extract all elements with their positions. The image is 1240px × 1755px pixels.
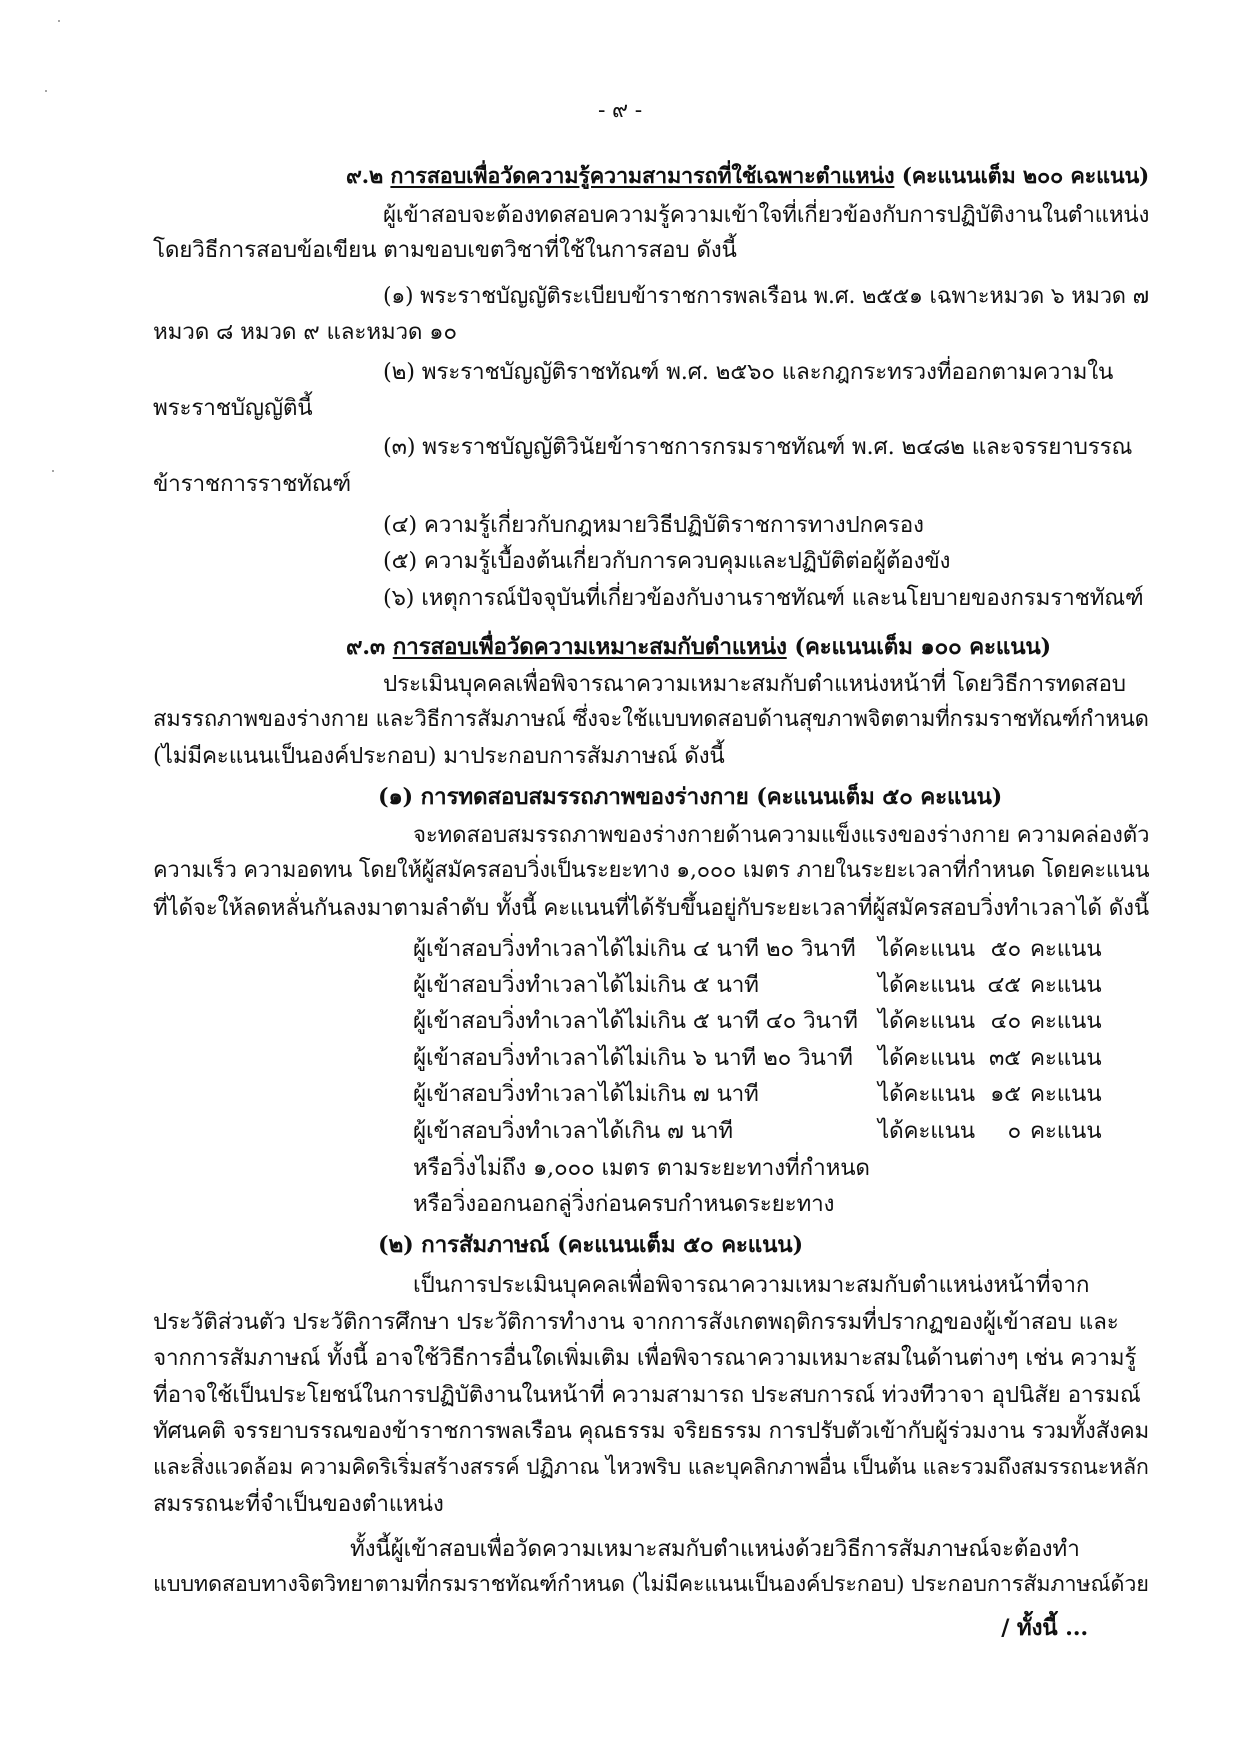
list-item-continuation: หมวด ๘ หมวด ๙ และหมวด ๑๐ <box>153 319 457 345</box>
continuation-marker: / ทั้งนี้ ... <box>1001 1615 1088 1641</box>
score-unit: คะแนน <box>1030 1118 1102 1144</box>
list-item: (๕) ความรู้เบื้องต้นเกี่ยวกับการควบคุมและปฏิบัติต่อผู้ต้องขัง <box>383 548 951 574</box>
paragraph-line: โดยวิธีการสอบข้อเขียน ตามขอบเขตวิชาที่ใช้ในการสอบ ดังนี้ <box>153 237 737 263</box>
physical-test-heading: (๑) การทดสอบสมรรถภาพของร่างกาย (คะแนนเต็ม ๕๐ คะแนน) <box>378 784 1003 810</box>
section-9-3-heading <box>346 632 1051 662</box>
paragraph-line: ทัศนคติ จรรยาบรรณของข้าราชการพลเรือน คุณธรรม จริยธรรม การปรับตัวเข้ากับผู้ร่วมงาน รวมทั้งสังคม <box>153 1418 1150 1444</box>
score-points: ๔๐ <box>990 1008 1021 1034</box>
score-unit: คะแนน <box>1030 1081 1102 1107</box>
paragraph-line: ความเร็ว ความอดทน โดยให้ผู้สมัครสอบวิ่งเป็นระยะทาง ๑,๐๐๐ เมตร ภายในระยะเวลาที่กำหนด โดยคะแนน <box>153 858 1150 883</box>
score-unit: คะแนน <box>1030 1008 1102 1034</box>
paragraph-line: จากการสัมภาษณ์ ทั้งนี้ อาจใช้วิธีการอื่นใดเพิ่มเติม เพื่อพิจารณาความเหมาะสมในด้านต่างๆ เช่น ความรู้ <box>153 1345 1137 1371</box>
list-item: (๖) เหตุการณ์ปัจจุบันที่เกี่ยวข้องกับงานราชทัณฑ์ และนโยบายของกรมราชทัณฑ์ <box>383 585 1144 611</box>
score-condition: ผู้เข้าสอบวิ่งทำเวลาได้ไม่เกิน ๖ นาที ๒๐ วินาที <box>413 1045 853 1071</box>
score-condition: ผู้เข้าสอบวิ่งทำเวลาได้ไม่เกิน ๗ นาที <box>413 1081 759 1107</box>
section-score: (คะแนนเต็ม ๒๐๐ คะแนน) <box>894 164 1150 189</box>
section-title: การสอบเพื่อวัดความรู้ความสามารถที่ใช้เฉพาะตำแหน่ง <box>390 164 895 189</box>
paragraph-line: แบบทดสอบทางจิตวิทยาตามที่กรมราชทัณฑ์กำหนด (ไม่มีคะแนนเป็นองค์ประกอบ) ประกอบการสัมภาษณ์ด้วย <box>153 1572 1149 1597</box>
score-unit: คะแนน <box>1030 972 1102 998</box>
score-label: ได้คะแนน <box>878 936 975 962</box>
list-item-continuation: พระราชบัญญัตินี้ <box>153 395 313 421</box>
scan-speck <box>52 470 54 472</box>
paragraph-line: จะทดสอบสมรรถภาพของร่างกายด้านความแข็งแรงของร่างกาย ความคล่องตัว <box>413 822 1150 848</box>
page-number: - ๙ - <box>598 98 642 123</box>
score-unit: คะแนน <box>1030 1045 1102 1071</box>
score-unit: คะแนน <box>1030 936 1102 962</box>
list-item: (๓) พระราชบัญญัติวินัยข้าราชการกรมราชทัณฑ์ พ.ศ. ๒๔๘๒ และจรรยาบรรณ <box>383 434 1133 460</box>
section-score: (คะแนนเต็ม ๑๐๐ คะแนน) <box>786 634 1052 660</box>
list-item: (๔) ความรู้เกี่ยวกับกฎหมายวิธีปฏิบัติราชการทางปกครอง <box>383 512 924 538</box>
scan-speck <box>45 90 47 92</box>
paragraph-line: และสิ่งแวดล้อม ความคิดริเริ่มสร้างสรรค์ ปฏิภาณ ไหวพริบ และบุคลิกภาพอื่น เป็นต้น และรวมถึงสมรรถนะหลัก <box>153 1455 1149 1480</box>
paragraph-line: ที่ได้จะให้ลดหลั่นกันลงมาตามลำดับ ทั้งนี้ คะแนนที่ได้รับขึ้นอยู่กับระยะเวลาที่ผู้สมัครสอบวิ่งทำเวลาได้ ดังนี้ <box>153 895 1149 921</box>
score-label: ได้คะแนน <box>878 1008 975 1034</box>
score-points: ๓๕ <box>988 1045 1021 1071</box>
score-label: ได้คะแนน <box>878 972 975 998</box>
paragraph-line: เป็นการประเมินบุคคลเพื่อพิจารณาความเหมาะสมกับตำแหน่งหน้าที่จาก <box>413 1272 1090 1298</box>
score-points: ๕๐ <box>990 936 1021 962</box>
paragraph-line: ประวัติส่วนตัว ประวัติการศึกษา ประวัติการทำงาน จากการสังเกตพฤติกรรมที่ปรากฏของผู้เข้าสอบ และ <box>153 1309 1119 1335</box>
paragraph-line: ทั้งนี้ผู้เข้าสอบเพื่อวัดความเหมาะสมกับตำแหน่งด้วยวิธีการสัมภาษณ์จะต้องทำ <box>350 1536 1080 1562</box>
score-condition: ผู้เข้าสอบวิ่งทำเวลาได้ไม่เกิน ๕ นาที <box>413 972 759 998</box>
score-condition: ผู้เข้าสอบวิ่งทำเวลาได้เกิน ๗ นาที <box>413 1118 733 1144</box>
section-number: ๙.๓ <box>346 634 393 660</box>
paragraph-line: (ไม่มีคะแนนเป็นองค์ประกอบ) มาประกอบการสัมภาษณ์ ดังนี้ <box>153 743 725 769</box>
list-item: (๒) พระราชบัญญัติราชทัณฑ์ พ.ศ. ๒๕๖๐ และกฎกระทรวงที่ออกตามความใน <box>383 359 1114 385</box>
paragraph-line: สมรรถภาพของร่างกาย และวิธีการสัมภาษณ์ ซึ่งจะใช้แบบทดสอบด้านสุขภาพจิตตามที่กรมราชทัณฑ์กำหนด <box>153 707 1149 732</box>
interview-heading: (๒) การสัมภาษณ์ (คะแนนเต็ม ๕๐ คะแนน) <box>378 1232 803 1258</box>
paragraph-line: ที่อาจใช้เป็นประโยชน์ในการปฏิบัติงานในหน้าที่ ความสามารถ ประสบการณ์ ท่วงทีวาจา อุปนิสัย อารมณ์ <box>153 1382 1141 1408</box>
score-label: ได้คะแนน <box>878 1045 975 1071</box>
section-title: การสอบเพื่อวัดความเหมาะสมกับตำแหน่ง <box>392 634 787 660</box>
section-9-2-heading <box>346 162 1149 192</box>
list-item-continuation: ข้าราชการราชทัณฑ์ <box>153 471 351 497</box>
paragraph-line: สมรรถนะที่จำเป็นของตำแหน่ง <box>153 1491 444 1517</box>
score-label: ได้คะแนน <box>878 1118 975 1144</box>
paragraph-line: ประเมินบุคคลเพื่อพิจารณาความเหมาะสมกับตำแหน่งหน้าที่ โดยวิธีการทดสอบ <box>383 671 1126 697</box>
score-note: หรือวิ่งออกนอกลู่วิ่งก่อนครบกำหนดระยะทาง <box>413 1191 835 1217</box>
score-points: ๐ <box>1007 1118 1021 1144</box>
scan-speck <box>58 20 60 22</box>
score-condition: ผู้เข้าสอบวิ่งทำเวลาได้ไม่เกิน ๔ นาที ๒๐ วินาที <box>413 936 856 962</box>
score-condition: ผู้เข้าสอบวิ่งทำเวลาได้ไม่เกิน ๕ นาที ๔๐ วินาที <box>413 1008 858 1034</box>
section-number: ๙.๒ <box>346 164 391 189</box>
paragraph-line: ผู้เข้าสอบจะต้องทดสอบความรู้ความเข้าใจที่เกี่ยวข้องกับการปฏิบัติงานในตำแหน่ง <box>383 202 1150 228</box>
score-points: ๑๕ <box>990 1081 1021 1107</box>
score-label: ได้คะแนน <box>878 1081 975 1107</box>
score-points: ๔๕ <box>987 972 1021 998</box>
list-item: (๑) พระราชบัญญัติระเบียบข้าราชการพลเรือน พ.ศ. ๒๕๕๑ เฉพาะหมวด ๖ หมวด ๗ <box>383 284 1149 309</box>
score-note: หรือวิ่งไม่ถึง ๑,๐๐๐ เมตร ตามระยะทางที่กำหนด <box>413 1155 870 1181</box>
